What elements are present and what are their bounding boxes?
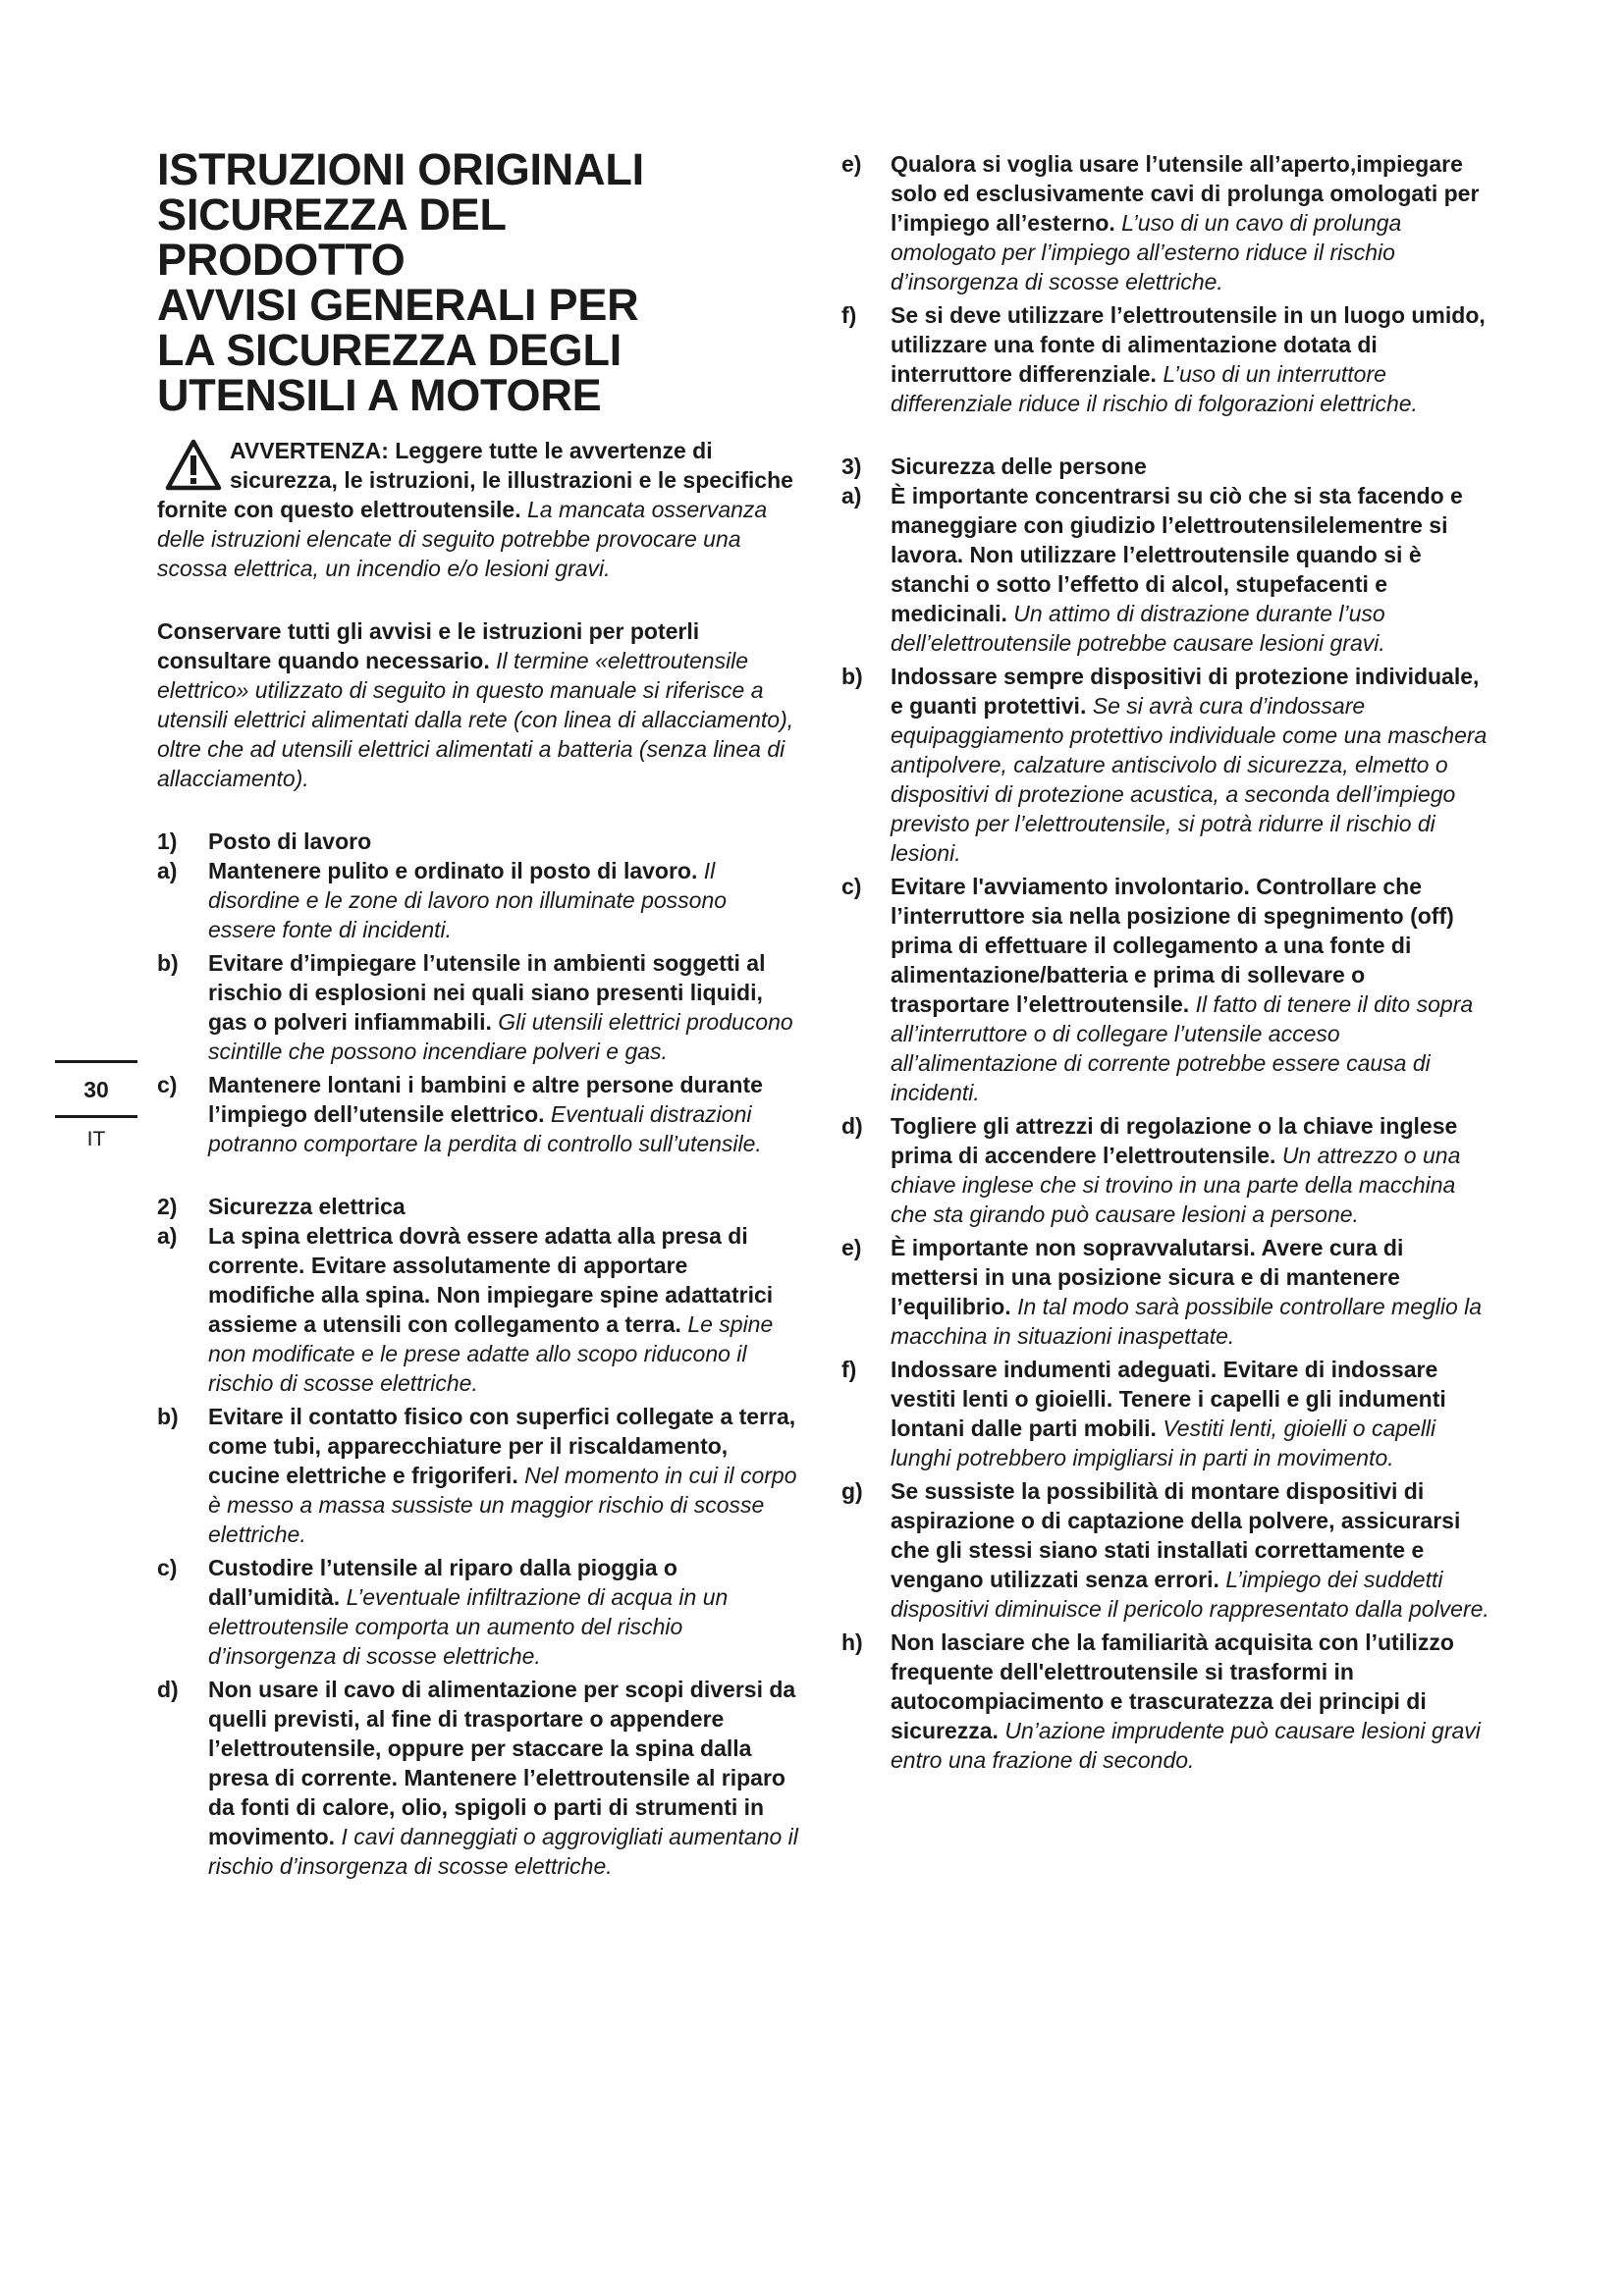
warning-paragraph [157, 436, 800, 583]
list-item [841, 1111, 1489, 1229]
list-item [157, 1675, 800, 1881]
warning-triangle-icon [165, 438, 222, 493]
language-code: IT [86, 1128, 106, 1150]
keep-notice-italic: Il termine «elettroutensile elettrico» utilizzato di seguito in questo manuale si riferisce a utensili elettrici alimentati dalla rete (con linea di allacciamento), oltre che ad utensili elettrici alimentati a batteria (senza linea di allacciamento). [157, 648, 794, 791]
item-bold-text: Evitare l'avviamento involontario. Controllare che l’interruttore sia nella posizione di spegnimento (off) prima di effettuare il collegamento a una fonte di alimentazione/batteria e prima di sollevare o trasportare l’elettroutensile. [891, 874, 1454, 1017]
section-electrical-safety-continued [841, 149, 1489, 418]
item-italic-text: Un’azione imprudente può causare lesioni gravi entro una frazione di secondo. [891, 1718, 1481, 1773]
item-letter: e) [841, 1235, 862, 1260]
item-bold-text: Mantenere pulito e ordinato il posto di lavoro. [208, 858, 698, 883]
list-item [841, 1476, 1489, 1624]
section-work-area [157, 827, 800, 1158]
list-item [841, 300, 1489, 418]
right-column [841, 149, 1489, 1808]
item-bold-text: Evitare il contatto fisico con superfici collegate a terra, come tubi, apparecchiature per il riscaldamento, cucine elettriche e frigoriferi. [208, 1404, 796, 1488]
item-letter: e) [841, 151, 862, 177]
title-line: ISTRUZIONI ORIGINALI [157, 144, 644, 194]
item-letter: a) [841, 483, 862, 508]
item-letter: d) [841, 1113, 863, 1139]
item-italic-text: Vestiti lenti, gioielli o capelli lunghi potrebbero impigliarsi in parti in movimento. [891, 1415, 1436, 1470]
page-number: 30 [83, 1077, 109, 1102]
item-letter: b) [157, 1404, 179, 1429]
item-bold-text: Evitare d’impiegare l’utensile in ambienti soggetti al rischio di esplosioni nei quali siano presenti liquidi, gas o polveri infiammabili. [208, 950, 766, 1035]
keep-notice-bold: Conservare tutti gli avvisi e le istruzioni per poterli consultare quando necessario. [157, 618, 700, 673]
item-bold-text: Indossare indumenti adeguati. Evitare di indossare vestiti lenti o gioielli. Tenere i capelli e gli indumenti lontani dalle parti mobili. [891, 1357, 1446, 1441]
item-italic-text: Il disordine e le zone di lavoro non illuminate possono essere fonte di incidenti. [208, 858, 728, 942]
section-number: 3) [841, 454, 862, 479]
item-italic-text: Un attimo di distrazione durante l’uso dell’elettroutensile potrebbe causare lesioni gravi. [891, 601, 1385, 656]
section-number: 1) [157, 828, 178, 854]
warning-italic-text: La mancata osservanza delle istruzioni elencate di seguito potrebbe provocare una scossa elettrica, un incendio e/o lesioni gravi. [157, 497, 768, 581]
item-italic-text: In tal modo sarà possibile controllare meglio la macchina in situazioni inaspettate. [891, 1294, 1483, 1349]
item-italic-text: Se si avrà cura d’indossare equipaggiamento protettivo individuale come una maschera antipolvere, calzature antiscivolo di sicurezza, elmetto o dispositivi di protezione acustica, a seconda dell’impiego previsto per l’elettroutensile, si potrà ridurre il rischio di lesioni. [891, 693, 1488, 866]
item-italic-text: Le spine non modificate e le prese adatte allo scopo riducono il rischio di scosse elettriche. [208, 1311, 774, 1396]
list-item [841, 662, 1489, 868]
item-bold-text: È importante non sopravvalutarsi. Avere cura di mettersi in una posizione sicura e di mantenere l’equilibrio. [891, 1235, 1404, 1319]
section-title [157, 827, 800, 856]
left-column [157, 144, 800, 1914]
list-item [157, 1553, 800, 1671]
item-bold-text: Indossare sempre dispositivi di protezione individuale, e guanti protettivi. [891, 664, 1480, 719]
item-letter: c) [157, 1555, 178, 1580]
item-italic-text: Eventuali distrazioni potranno comportare la perdita di controllo sull’utensile. [208, 1101, 762, 1156]
item-bold-text: Se sussiste la possibilità di montare dispositivi di aspirazione o di captazione della polvere, assicurarsi che gli stessi siano stati installati correttamente e vengano utilizzati senza errori. [891, 1478, 1461, 1592]
item-italic-text: Un attrezzo o una chiave inglese che si trovino in una parte della macchina che sta girando può causare lesioni a persone. [891, 1143, 1461, 1227]
item-bold-text: Non usare il cavo di alimentazione per scopi diversi da quelli previsti, al fine di trasportare o appendere l’elettroutensile, oppure per staccare la spina dalla presa di corrente. Mantenere l’elettroutensile al riparo da fonti di calore, olio, spigoli o parti di strumenti in movimento. [208, 1677, 796, 1849]
page-margin-marker [55, 1060, 137, 1151]
item-letter: f) [841, 302, 857, 328]
item-bold-text: Mantenere lontani i bambini e altre persone durante l’impiego dell’utensile elettrico. [208, 1072, 763, 1127]
item-bold-text: È importante concentrarsi su ciò che si sta facendo e maneggiare con giudizio l’elettroutensilelementre si lavora. Non utilizzare l’elettroutensile quando si è stanchi o sotto l’effetto di alcol, stupefacenti e medicinali. [891, 483, 1463, 626]
item-bold-text: Se si deve utilizzare l’elettroutensile in un luogo umido, utilizzare una fonte di alimentazione dotata di interruttore differenziale. [891, 302, 1486, 387]
item-bold-text: Togliere gli attrezzi di regolazione o la chiave inglese prima di accendere l’elettroutensile. [891, 1113, 1458, 1168]
item-bold-text: Non lasciare che la familiarità acquisita con l’utilizzo frequente dell'elettroutensile si trasformi in autocompiacimento e trascuratezza dei principi di sicurezza. [891, 1629, 1454, 1743]
title-line: LA SICUREZZA DEGLI [157, 325, 623, 375]
list-item [157, 948, 800, 1066]
item-letter: f) [841, 1357, 857, 1382]
item-letter: a) [157, 858, 178, 883]
item-letter: a) [157, 1223, 178, 1249]
section-title-text: Posto di lavoro [208, 828, 372, 854]
keep-notice-paragraph [157, 616, 800, 793]
section-title-text: Sicurezza delle persone [891, 454, 1147, 479]
title-line: AVVISI GENERALI PER [157, 280, 639, 330]
list-item [841, 1628, 1489, 1775]
list-item [841, 1233, 1489, 1351]
section-title-text: Sicurezza elettrica [208, 1194, 406, 1219]
item-italic-text: Gli utensili elettrici producono scintille che possono incendiare polveri e gas. [208, 1009, 793, 1064]
list-item [841, 481, 1489, 658]
item-italic-text: L’impiego dei suddetti dispositivi diminuisce il pericolo rappresentato dalla polvere. [891, 1567, 1489, 1622]
section-personal-safety [841, 452, 1489, 1775]
warning-bold-text: AVVERTENZA: Leggere tutte le avvertenze di sicurezza, le istruzioni, le illustrazioni e le specifiche fornite con questo elettroutensile. [157, 438, 793, 522]
item-italic-text: L’uso di un cavo di prolunga omologato per l’impiego all’esterno riduce il rischio d’insorgenza di scosse elettriche. [891, 210, 1402, 294]
section-title [157, 1192, 800, 1221]
section-title [841, 452, 1489, 481]
title-line: UTENSILI A MOTORE [157, 370, 602, 420]
list-item [157, 1070, 800, 1158]
item-italic-text: Nel momento in cui il corpo è messo a massa sussiste un maggior rischio di scosse elettriche. [208, 1463, 797, 1547]
page-title [157, 144, 800, 420]
item-bold-text: Qualora si voglia usare l’utensile all’aperto,impiegare solo ed esclusivamente cavi di prolunga omologati per l’impiego all’esterno. [891, 151, 1480, 236]
item-letter: g) [841, 1478, 863, 1504]
item-italic-text: L’eventuale infiltrazione di acqua in un elettroutensile comporta un aumento del rischio d’insorgenza di scosse elettriche. [208, 1584, 729, 1669]
list-item [157, 856, 800, 944]
item-letter: c) [841, 874, 862, 899]
list-item [841, 1355, 1489, 1472]
title-line: SICUREZZA DEL [157, 189, 507, 240]
list-item [157, 1221, 800, 1398]
item-letter: b) [841, 664, 863, 689]
item-letter: h) [841, 1629, 863, 1655]
title-line: PRODOTTO [157, 235, 406, 285]
item-letter: c) [157, 1072, 178, 1097]
item-italic-text: Il fatto di tenere il dito sopra all’interruttore o di collegare l’utensile acceso all’alimentazione di corrente potrebbe essere causa di incidenti. [891, 991, 1474, 1105]
section-number: 2) [157, 1194, 178, 1219]
item-bold-text: La spina elettrica dovrà essere adatta alla presa di corrente. Evitare assolutamente di apportare modifiche alla spina. Non impiegare spine adattatrici assieme a utensili con collegamento a terra. [208, 1223, 774, 1337]
section-electrical-safety [157, 1192, 800, 1881]
item-letter: d) [157, 1677, 179, 1702]
list-item [841, 149, 1489, 296]
list-item [157, 1402, 800, 1549]
item-bold-text: Custodire l’utensile al riparo dalla pioggia o dall’umidità. [208, 1555, 677, 1610]
list-item [841, 872, 1489, 1107]
item-letter: b) [157, 950, 179, 976]
item-italic-text: L’uso di un interruttore differenziale riduce il rischio di folgorazioni elettriche. [891, 361, 1418, 416]
item-italic-text: I cavi danneggiati o aggrovigliati aumentano il rischio d’insorgenza di scosse elettriche. [208, 1824, 798, 1879]
